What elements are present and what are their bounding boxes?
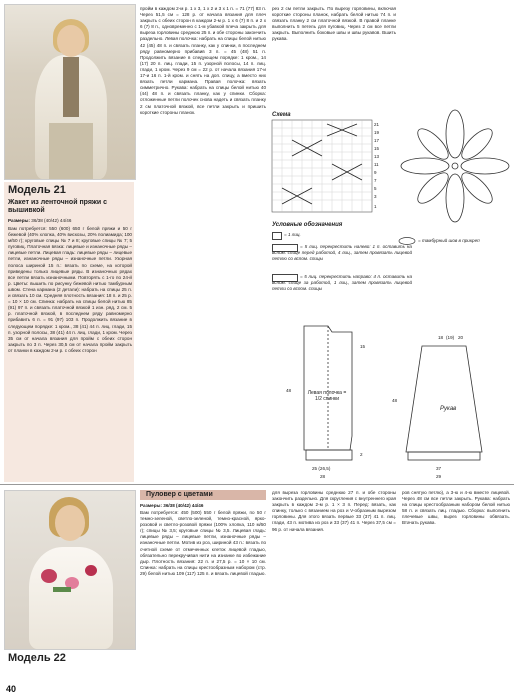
model22-text-c: ров снятую петлю), а 3-ю и 4-ю вместе лицевой. Через 48 см все петли закрыть. Рукава: набрать на спицы крестообразным набором белой нитью 58 п. и связать лиц. гладью. Сборка: выполнить плечевые швы, вырез горловины обвязать. Втачать рукава. xyxy=(402,490,510,526)
symbol-cross-right-label: = 5 лиц. перекрестить направо: 4 п. оставить на вспом. спице за работой, 1 лиц., затем провязать лицевой петли со вспом. спицы xyxy=(272,274,412,292)
row-number: 3 xyxy=(374,194,377,199)
model22-heading: Пуловер с цветами xyxy=(146,491,213,498)
model21-subtitle: Жакет из ленточной пряжи с вышивкой xyxy=(8,199,108,214)
row-number: 19 xyxy=(374,130,380,135)
symbol-cross-left-label: = 5 лиц. перекрестить налево: 1 п. оставить на вспом. спице перед работой, 4 лиц., затем провязать лицевой петлю со вспом. спицы xyxy=(272,244,412,262)
row-number: 15 xyxy=(374,146,380,151)
symbol-knit-icon xyxy=(272,232,282,240)
dim-label: (19) xyxy=(446,335,455,340)
dim-label: 2 xyxy=(360,452,363,457)
model22-text-b: для выреза горловины среднюю 27 п. и обе стороны закончить раздельно. Для скругления с внутреннего края закрыть в каждом 2-м р. 1 × 3 п. Перед: вязать, как спинку, только с вязанием на роз и V-образным вырезом горловины. Для этого вязать первые 33 (37) 41 п. лиц. глади, 43 п. мотива из роз и 33 (37) 41 п. Через 37,5 см = 96 р. от начала вязания. xyxy=(272,490,396,532)
model21-left-text: Вам потребуется: 550 (600) 650 г белой пряжи и 50 г бежевой (40% хлопка, 40% вискозы, 20% полиамида; 100 м/50 г); круговые спицы № 7 и 8; круговые спицы № 7; 5 пуговиц. Платочная вязка: лицевые и изнаночные ряды – лицевые петли. Лицевая гладь: лицевые ряды – лицевые петли, изнаночные ряды – изнаночные петли. Узорная полоса шириной 15 п.: вязать по схеме, на которой приведены только лицевые ряды. В изнаночных рядах все петли вязать изнаночными. Повторять с 1-го по 24-й р. Цветы: вышить по рисунку бежевой нитью тамбурным швом. Стена кармана (2 детали): набрать на спицы 25 п. и связать 10 см. Средняя плотность вязания: 18 п. и 25 р. = 10 × 10 см. Спинка: набрать на спицы белой нитью 85 (91) 97 п. и связать платочной вязкой 1 изн. ряд, 2 см. 5 р. платочной вязкой, в последнем ряду равномерно прибавить 6 п. = 91 (97) 103 п. Продолжить вязание в следующем порядке: 1 кром., 38 (41) 44 п. лиц. глади, 15 п. узорной полосы, 38 (41) 44 п. лиц. глади, 1 кром. Через 35 см от начала вязания для пройм с обеих сторон закрыть по 3 п. Через 30,5 см от начала пройм закрыть от планки в каждом 2-м р. с обеих сторон xyxy=(8,226,132,353)
dim-label: 29 xyxy=(436,474,442,479)
section-divider xyxy=(0,484,514,485)
model22-text-a: Вам потребуется: 450 (500) 550 г белой пряжи, по 50 г темно-зеленой, светло-зеленой, темно-красной, ярко-розовой и светло-розовой пряжи (100% хлопка, 110 м/50 г); спицы № 3,5; круговые спицы № 3,5. Лицевая гладь: лицевые ряды – лицевые петли, изнаночные ряды – изнаночные петли. Мотив из роз, шириной 43 п.: вязать по счетной схеме от отмеченных клеток лицевой гладью, обязательно перекручивая нити на изнанке во избежание дыр. Плотность вязания: 22 п. и 27,5 р. = 10 × 10 см. Спинка: набрать на спицы крестообразным набором (стр. 29) белой нитью 109 (117) 125 п. и вязать лицевой гладью. xyxy=(140,510,266,576)
sleeve-label: Рукав xyxy=(440,406,457,412)
dim-label: 25 (26,5) xyxy=(312,466,331,471)
dim-label: 37 xyxy=(436,466,442,471)
dim-label: 48 xyxy=(392,398,398,403)
row-number: 11 xyxy=(374,162,379,167)
symbols-title: Условные обозначения xyxy=(272,222,343,228)
row-number: 1 xyxy=(374,204,377,209)
row-number: 7 xyxy=(374,178,377,183)
dim-label: 18 xyxy=(438,335,444,340)
left-front-label: Левая полочка = 1/2 спинки xyxy=(307,390,347,402)
dim-label: 28 xyxy=(320,474,326,479)
tambour-stitch-label: = тамбурный шов в прикреп xyxy=(418,238,480,243)
symbol-knit-label: = 1 лиц. xyxy=(284,232,301,237)
model21-middle-text: пройм в каждом 2-м р. 1 х 3, 1 х 2 и 3 х 1 п. = 71 (77) 83 п. Через 51,5 см = 128 р. от начала вязания для плеч закрыть с обеих сторон в каждом 2-м р. 1 х 6 (7) 8 п. и 2 х 6 (7) 8 п., одновременно с 1-м убавкой плеча закрыть для выреза горловины среднюю 25 п. и обе стороны закончить раздельно. Левая полочка: набрать на спицы белой нитью 42 (45) 48 п. и связать планку, как у спинки, в последнем ряду равномерно прибавив 3 п. = 45 (48) 51 п. Продолжить вязание в следующем порядке: 1 кром., 14 (17) 20 п. лиц. глади, 15 п. узорной полосы, 14 п. лиц. глади, 1 кром. Через 9 см = 22 р. от начала вязания 17-и 17-и 16 п. 1-й кром. и снять на доп. спицу, а вместо них вязать петли кармана. Правая полочка: вязать симметрично. Рукава: набрать на спицы белой нитью 40 (44) 48 п. и связать планку, как у спинки. Сборка: отложенные петли полочек снова надеть и связать планку 2 см платочной вязкой, все петли закрыть и пришить короткие стороны планок. xyxy=(140,6,266,115)
tambour-stitch-icon xyxy=(398,236,416,246)
model22-sizes: Размеры: 36/38 (40/42) 44/46 xyxy=(140,503,204,508)
model22-photo xyxy=(4,490,136,650)
dim-label: 20 xyxy=(458,335,464,340)
model22-title: Модель 22 xyxy=(8,652,66,664)
dim-label: 48 xyxy=(286,388,292,393)
model21-photo xyxy=(4,4,136,180)
model21-right-text: рез 2 см петли закрыть. По вырезу горловины, включая короткие стороны планок, набрать белой нитью 74 п. и связать планку 2 см платочной вязкой. В правой планке выполнить 5 петель для пуговиц. Через 2 см все петли закрыть. Выполнить боковые швы и швы рукавов. Вшить рукава. xyxy=(272,6,396,42)
flower-embroidery-icon xyxy=(400,106,510,226)
sleeve-pattern xyxy=(386,335,506,480)
model21-title: Модель 21 xyxy=(8,184,66,196)
pattern-chart xyxy=(272,120,386,212)
row-number: 21 xyxy=(374,122,380,127)
dim-label: 15 xyxy=(360,344,366,349)
page-number: 40 xyxy=(6,684,17,694)
schema-title: Схема xyxy=(272,112,291,118)
left-front-pattern xyxy=(276,318,380,480)
row-number: 5 xyxy=(374,186,377,191)
row-number: 9 xyxy=(374,170,377,175)
row-number: 17 xyxy=(374,138,380,143)
row-number: 13 xyxy=(374,154,380,159)
model21-sizes: Размеры: 36/38 (40/42) 44/46 xyxy=(8,218,72,223)
